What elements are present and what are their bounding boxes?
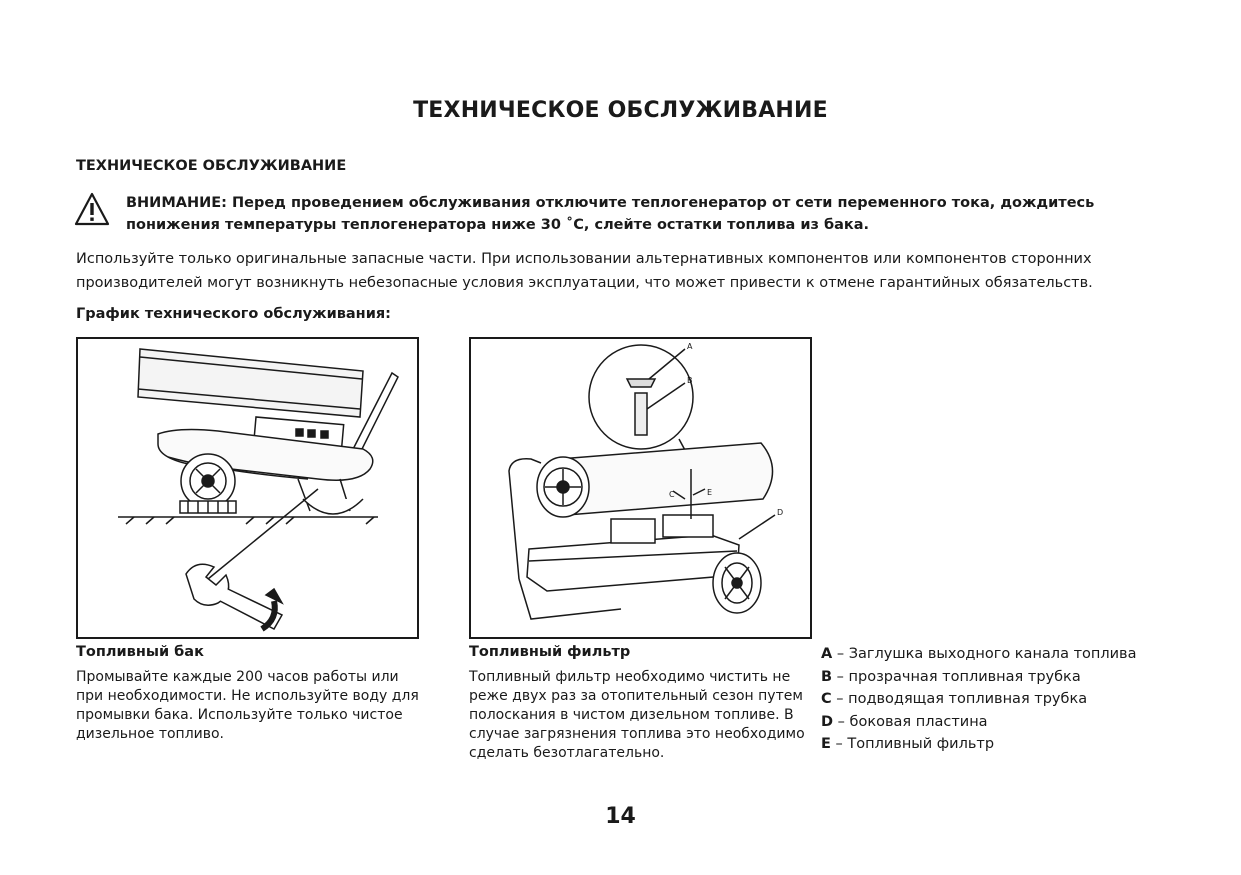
fuel-tank-text: Промывайте каждые 200 часов работы или при необходимости. Не используйте воду для промывки бака. Используйте только чистое дизельное топливо. [76,669,419,742]
label-d: D [777,508,784,517]
legend-item [821,711,1221,734]
label-a: A [687,342,693,351]
fuel-tank-illustration [76,337,419,639]
fuel-filter-title: Топливный фильтр [469,644,631,660]
warning-text: ВНИМАНИЕ: Перед проведением обслуживания отключите теплогенератор от сети переменного тока, дождитесь понижения температуры теплогенератора ниже 30 ˚С, слейте остатки топлива из бака. [126,195,1095,233]
legend-key: E [821,736,831,752]
fuel-tank-title: Топливный бак [76,644,204,660]
legend-key: C [821,691,832,707]
legend-key: B [821,668,833,685]
legend-item [821,688,1221,711]
legend-key: A [821,646,833,662]
legend-text: – подводящая топливная трубка [831,691,1088,707]
legend-text: – боковая пластина [833,713,988,730]
legend-item [821,733,1221,756]
page-number: 14 [605,804,636,829]
fuel-filter-text: Топливный фильтр необходимо чистить не реже двух раз за отопительный сезон путем полоскания в чистом дизельном топливе. В случае загрязнения топлива это необходимо сделать безотлагательно. [469,669,805,761]
legend-text: – прозрачная топливная трубка [832,668,1081,685]
warning-icon [74,192,110,226]
schedule-title: График технического обслуживания: [76,306,391,322]
label-b: B [687,376,693,385]
page-title: ТЕХНИЧЕСКОЕ ОБСЛУЖИВАНИЕ [413,98,828,123]
label-c: C [669,490,675,499]
legend-item [821,666,1221,689]
label-e: E [707,488,713,497]
parts-legend [821,643,1221,756]
legend-item [821,643,1221,666]
legend-key: D [821,713,834,730]
legend-text: – Заглушка выходного канала топлива [832,646,1137,662]
section-title: ТЕХНИЧЕСКОЕ ОБСЛУЖИВАНИЕ [76,158,347,174]
intro-text: Используйте только оригинальные запасные части. При использовании альтернативных компонентов или компонентов сторонних производителей могут возникнуть небезопасные условия эксплуатации, что может привести к отмене гарантийных обязательств. [76,251,1093,291]
fuel-filter-illustration [469,337,812,639]
legend-text: – Топливный фильтр [830,736,995,752]
